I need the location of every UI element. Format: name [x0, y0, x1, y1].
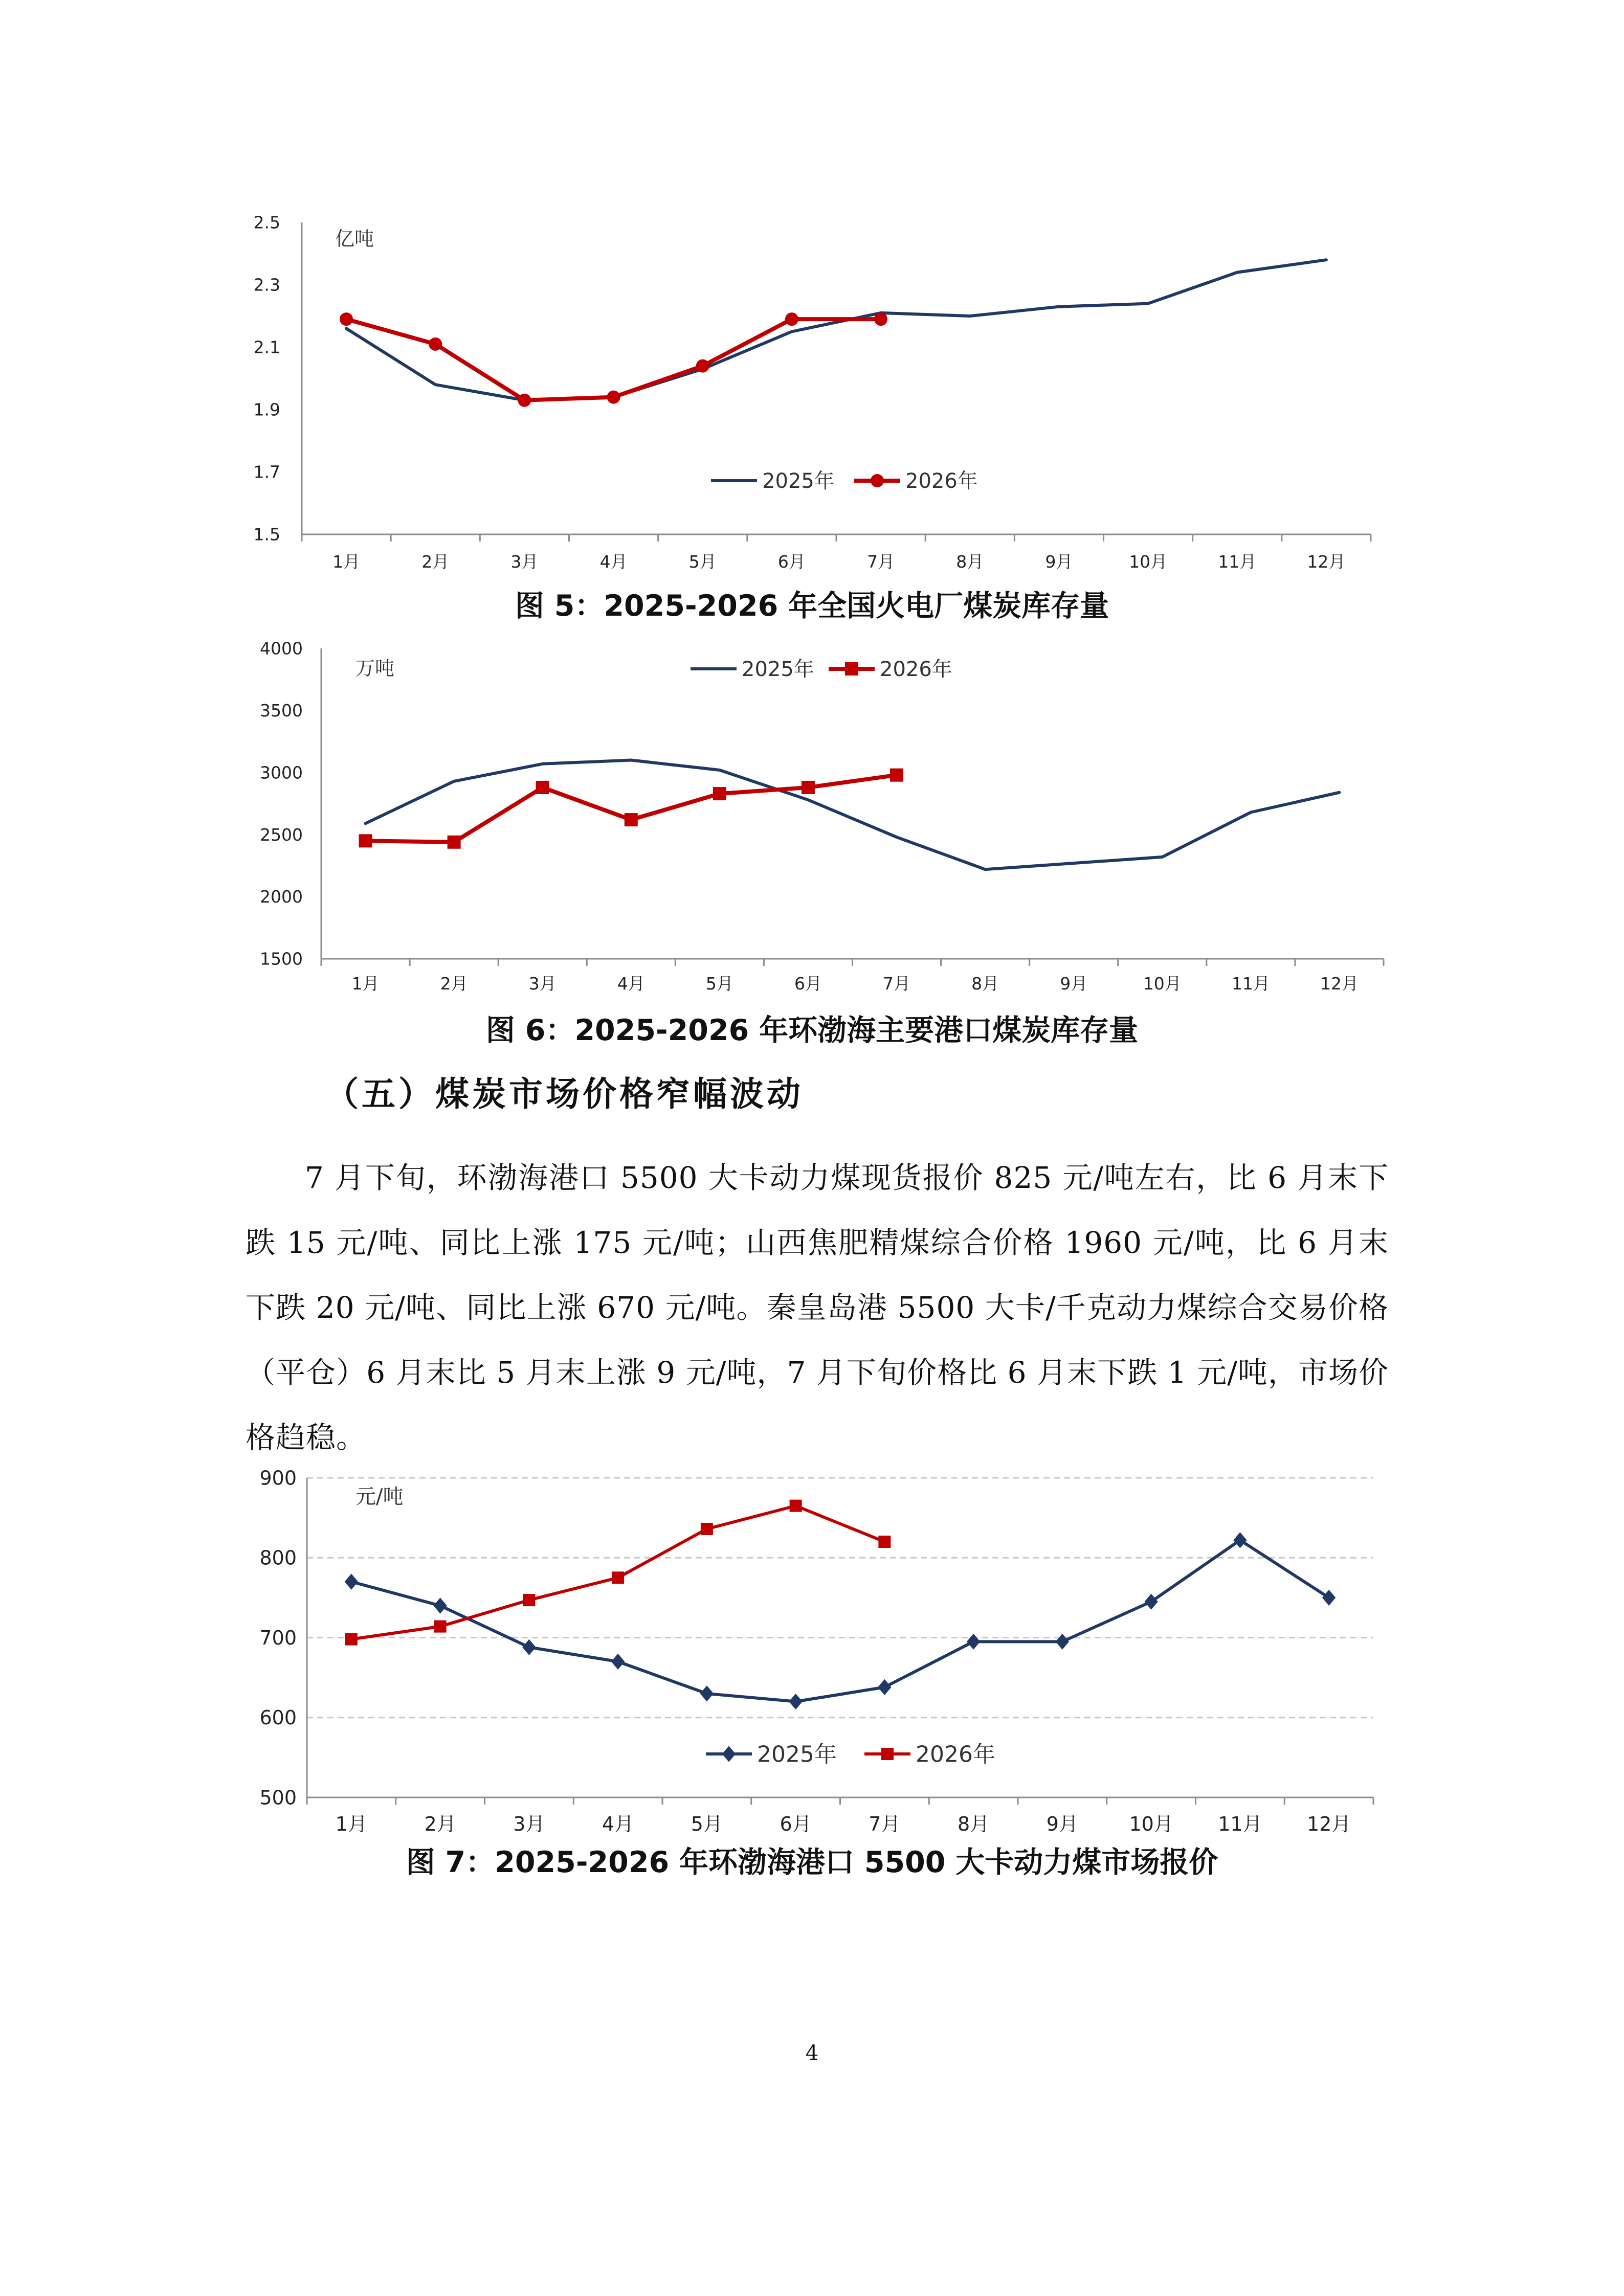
- data-point: [1144, 1594, 1158, 1610]
- series-1: [359, 769, 904, 849]
- legend-item: [691, 658, 814, 681]
- x-tick-label: 12月: [1306, 1813, 1351, 1835]
- x-tick-label: 2月: [421, 552, 450, 572]
- x-tick-label: 10月: [1143, 974, 1182, 994]
- data-point: [789, 1694, 802, 1709]
- x-tick-label: 8月: [956, 552, 984, 572]
- x-tick-label: 10月: [1129, 552, 1168, 572]
- data-point: [701, 1523, 713, 1535]
- data-point: [345, 1574, 358, 1590]
- x-tick-label: 7月: [883, 974, 911, 994]
- x-tick-label: 1月: [335, 1813, 367, 1835]
- series-0: [366, 760, 1340, 870]
- data-point: [359, 834, 372, 847]
- x-tick-label: 5月: [691, 1813, 723, 1835]
- chart-svg: [0, 1457, 1624, 1849]
- x-tick-label: 3月: [513, 1813, 545, 1835]
- series-1: [340, 312, 887, 407]
- data-point: [713, 787, 726, 800]
- y-tick-label: 4000: [260, 638, 303, 659]
- x-tick-label: 11月: [1218, 1813, 1262, 1835]
- data-point: [790, 1500, 802, 1512]
- x-tick-label: 4月: [617, 974, 645, 994]
- legend-label: 2026年: [905, 469, 978, 493]
- y-unit-label: 万吨: [355, 657, 395, 680]
- x-tick-label: 10月: [1129, 1813, 1173, 1835]
- x-tick-label: 8月: [971, 974, 999, 994]
- y-tick-label: 2.5: [253, 212, 280, 233]
- x-tick-label: 7月: [869, 1813, 901, 1835]
- y-tick-label: 600: [259, 1706, 297, 1729]
- x-tick-label: 9月: [1045, 552, 1073, 572]
- body-paragraph: 7 月下旬，环渤海港口 5500 大卡动力煤现货报价 825 元/吨左右，比 6 月末下跌 15 元/吨、同比上涨 175 元/吨；山西焦肥精煤综合价格 1960 元/吨，比 6 月末下跌 20 元/吨、同比上涨 670 元/吨。秦皇岛港 5500 大卡/千克动力煤综合交易价格（平仓）6 月末比 5 月末上涨 9 元/吨，7 月下旬价格比 6 月末下跌 1 元/吨，市场价格趋稳。: [246, 1160, 1389, 1455]
- data-point: [874, 312, 887, 326]
- y-tick-label: 2000: [260, 887, 303, 907]
- x-tick-label: 3月: [528, 974, 557, 994]
- y-tick-label: 1.7: [253, 462, 280, 482]
- figure-7-caption: 图 7：2025-2026 年环渤海港口 5500 大卡动力煤市场报价: [406, 1845, 1218, 1879]
- legend-marker: [871, 474, 884, 487]
- section-heading: （五）煤炭市场价格窄幅波动: [325, 1074, 804, 1114]
- legend-label: 2026年: [916, 1741, 995, 1768]
- figure-5-caption: 图 5：2025-2026 年全国火电厂煤炭库存量: [515, 589, 1109, 623]
- chart-svg: [0, 207, 1624, 588]
- series-1: [345, 1500, 891, 1646]
- legend-label: 2025年: [742, 658, 814, 681]
- data-point: [785, 312, 798, 326]
- x-tick-label: 5月: [705, 974, 733, 994]
- x-tick-label: 4月: [602, 1813, 634, 1835]
- x-tick-label: 3月: [510, 552, 539, 572]
- data-point: [434, 1620, 447, 1633]
- y-tick-label: 2.1: [253, 337, 280, 357]
- chart-coal-stock-bohai-ports: [0, 634, 1624, 1007]
- y-tick-label: 800: [259, 1546, 297, 1569]
- data-point: [611, 1654, 625, 1670]
- figure-6-caption: 图 6：2025-2026 年环渤海主要港口煤炭库存量: [485, 1014, 1139, 1047]
- legend-marker: [722, 1746, 736, 1762]
- x-tick-label: 6月: [777, 552, 806, 572]
- legend-item: [829, 658, 952, 681]
- data-point: [802, 781, 815, 794]
- x-tick-label: 12月: [1320, 974, 1359, 994]
- x-tick-label: 11月: [1218, 552, 1257, 572]
- chart-bohai-5500-price: [0, 1457, 1624, 1849]
- y-tick-label: 500: [259, 1786, 297, 1809]
- data-point: [1056, 1634, 1069, 1650]
- legend-label: 2025年: [757, 1741, 837, 1768]
- y-tick-label: 1.9: [253, 399, 280, 420]
- legend-marker: [881, 1748, 894, 1760]
- series-0: [345, 1532, 1336, 1709]
- data-point: [607, 391, 620, 404]
- legend-item: [706, 1741, 837, 1767]
- data-point: [1233, 1532, 1247, 1548]
- data-point: [878, 1679, 891, 1695]
- x-tick-label: 12月: [1307, 552, 1346, 572]
- data-point: [433, 1597, 447, 1613]
- x-tick-label: 9月: [1046, 1813, 1078, 1835]
- y-tick-label: 700: [259, 1626, 297, 1649]
- y-unit-label: 亿吨: [335, 228, 374, 250]
- data-point: [345, 1633, 358, 1646]
- y-tick-label: 900: [259, 1467, 297, 1490]
- legend-label: 2026年: [880, 658, 952, 681]
- series-line: [351, 1540, 1329, 1702]
- x-tick-label: 6月: [794, 974, 822, 994]
- data-point: [429, 337, 442, 351]
- data-point: [878, 1536, 891, 1548]
- x-tick-label: 4月: [599, 552, 628, 572]
- data-point: [696, 359, 709, 373]
- x-tick-label: 1月: [332, 552, 361, 572]
- legend-marker: [845, 662, 858, 676]
- y-tick-label: 2500: [260, 824, 303, 845]
- legend-item: [711, 469, 835, 493]
- data-point: [625, 813, 638, 826]
- y-unit-label: 元/吨: [355, 1485, 404, 1509]
- x-tick-label: 2月: [440, 974, 468, 994]
- x-tick-label: 6月: [780, 1813, 812, 1835]
- data-point: [523, 1594, 535, 1606]
- data-point: [522, 1639, 536, 1655]
- y-tick-label: 1500: [260, 949, 303, 969]
- x-tick-label: 8月: [958, 1813, 990, 1835]
- x-tick-label: 7月: [867, 552, 895, 572]
- legend-label: 2025年: [762, 469, 835, 493]
- x-tick-label: 5月: [688, 552, 717, 572]
- chart-coal-stock-power-plants: [0, 207, 1624, 588]
- data-point: [340, 312, 353, 326]
- y-tick-label: 3000: [260, 762, 303, 783]
- data-point: [518, 394, 531, 407]
- data-point: [448, 836, 461, 849]
- data-point: [890, 769, 903, 782]
- data-point: [536, 781, 549, 794]
- legend-item: [854, 469, 978, 493]
- page-number: 4: [805, 2041, 819, 2065]
- series-line: [366, 760, 1340, 870]
- x-tick-label: 9月: [1060, 974, 1088, 994]
- data-point: [1322, 1590, 1336, 1606]
- legend-item: [864, 1741, 995, 1767]
- x-tick-label: 11月: [1231, 974, 1270, 994]
- x-tick-label: 1月: [351, 974, 380, 994]
- chart-svg: [0, 634, 1624, 1007]
- x-tick-label: 2月: [424, 1813, 456, 1835]
- data-point: [700, 1685, 714, 1701]
- y-tick-label: 3500: [260, 700, 303, 721]
- y-tick-label: 1.5: [253, 524, 280, 545]
- y-tick-label: 2.3: [253, 275, 280, 295]
- data-point: [612, 1571, 624, 1584]
- data-point: [967, 1634, 980, 1650]
